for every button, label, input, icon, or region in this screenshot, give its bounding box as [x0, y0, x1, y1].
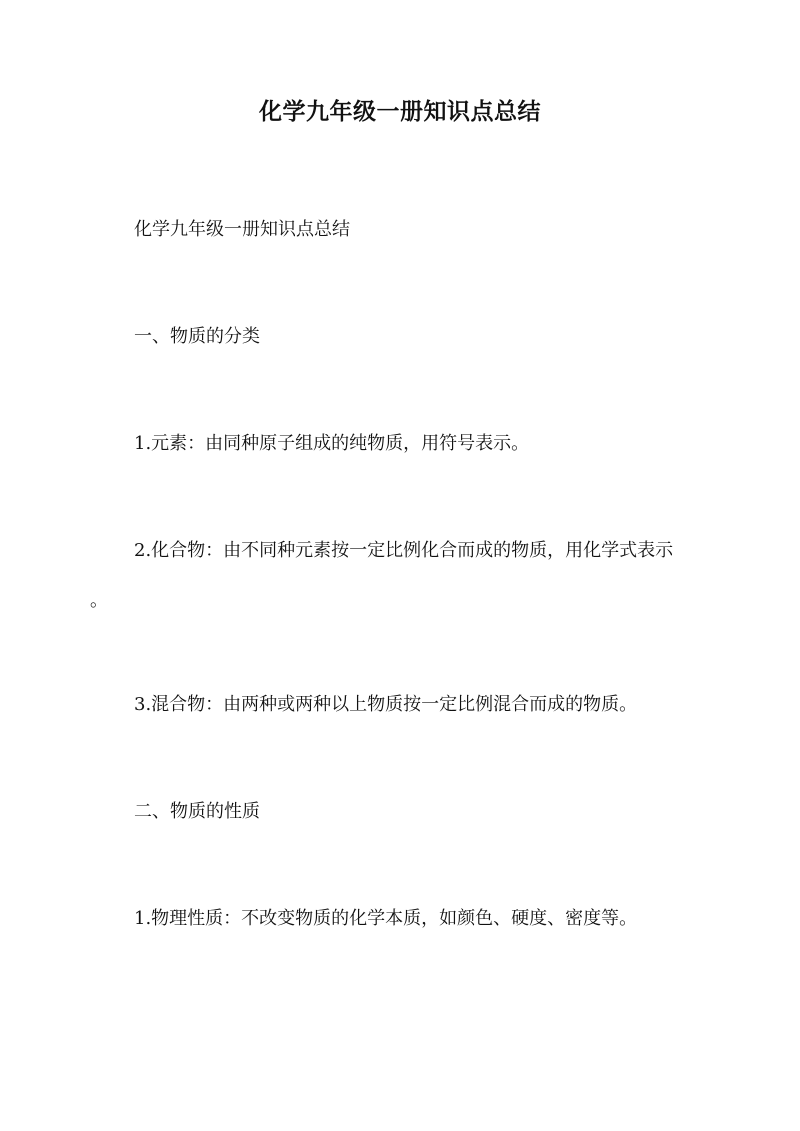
paragraph-compound: 2.化合物：由不同种元素按一定比例化合而成的物质，用化学式表示: [134, 540, 674, 561]
paragraph-physical-property: 1.物理性质：不改变物质的化学本质，如颜色、硬度、密度等。: [134, 908, 638, 929]
section-heading-classification: 一、物质的分类: [134, 326, 260, 347]
paragraph-element: 1.元素：由同种原子组成的纯物质，用符号表示。: [134, 433, 530, 454]
paragraph-mixture: 3.混合物：由两种或两种以上物质按一定比例混合而成的物质。: [134, 694, 638, 715]
document-title: 化学九年级一册知识点总结: [259, 98, 541, 125]
paragraph-compound-continuation: 。: [90, 590, 108, 611]
paragraph-subtitle: 化学九年级一册知识点总结: [134, 219, 350, 240]
section-heading-properties: 二、物质的性质: [134, 801, 260, 822]
